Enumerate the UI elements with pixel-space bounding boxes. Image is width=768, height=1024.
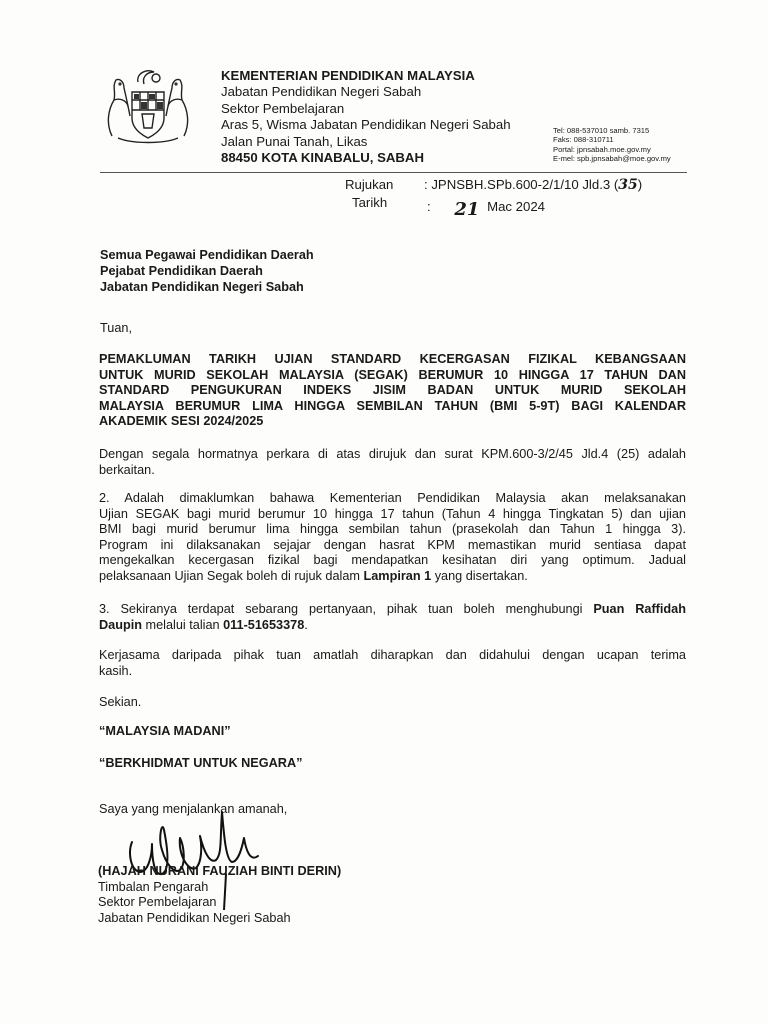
para3-line-1-text: 3. Sekiranya terdapat sebarang pertanyaan, pihak tuan boleh menghubungi [99,602,594,616]
tarikh-value: Mac 2024 [487,199,545,214]
recipient-line-2: Pejabat Pendidikan Daerah [100,264,263,278]
address-line-3: 88450 KOTA KINABALU, SABAH [221,150,424,166]
para2-line-1: 2. Adalah dimaklumkan bahawa Kementerian Pendidikan Malaysia akan melaksanakan [99,491,686,505]
motto-malaysia-madani: “MALAYSIA MADANI” [99,724,231,738]
para2-line-5: mengekalkan kecergasan fizikal bagi mendapatkan kesihatan diri yang optimum. Jadual [99,553,686,568]
para4-line-1: Kerjasama daripada pihak tuan amatlah diharapkan dan didahului dengan ucapan terima [99,648,686,662]
letterhead-divider [100,172,687,173]
signatory-title-2: Sektor Pembelajaran [98,895,217,910]
contact-details [553,126,671,163]
paragraph-4 [99,648,686,679]
lampiran-reference: Lampiran 1 [363,568,432,583]
coat-of-arms-logo [98,66,198,146]
closing: Sekian. [99,695,142,709]
para2-line-2: Ujian SEGAK bagi murid berumur 10 hingga 17 tahun (Tahun 4 hingga Tingkatan 5) dan ujian [99,506,686,521]
paragraph-3 [99,602,686,633]
contact-person-surname: Daupin [99,617,142,632]
tarikh-row [352,195,387,210]
para2-line-4: Program ini dilaksanakan sejajar dengan hasrat KPM memastikan murid sentiasa dapat [99,537,686,552]
reference-row [345,177,393,192]
tel-number: Tel: 088-537010 samb. 7315 [553,126,650,135]
email-address: E-mel: spb.jpnsabah@moe.gov.my [553,153,671,163]
para1-line-2: berkaitan. [99,462,155,477]
tarikh-value-row [427,195,545,220]
salutation: Tuan, [100,321,132,335]
contact-person-name: Puan Raffidah [593,602,686,616]
para2-line-6-end: yang disertakan. [431,568,528,583]
signatory-block [98,864,341,926]
tarikh-label: Tarikh [352,195,388,210]
para4-line-2: kasih. [99,663,133,678]
tarikh-colon: : [427,199,431,214]
ministry-name: KEMENTERIAN PENDIDIKAN MALAYSIA [221,68,475,83]
address-line-2: Jalan Punai Tanah, Likas [221,133,368,149]
subject-line-3: STANDARD PENGUKURAN INDEKS JISIM BADAN UNTUK MURID SEKOLAH [99,383,686,398]
paragraph-2 [99,491,686,585]
address-line-1: Aras 5, Wisma Jabatan Pendidikan Negeri Sabah [221,117,511,133]
para3-line-1 [99,602,686,618]
rujukan-value: : JPNSBH.SPb.600-2/1/10 Jld.3 ( [424,177,619,192]
rujukan-label: Rujukan [345,177,394,192]
rujukan-handwritten-number: 35 [618,177,638,193]
signatory-title-3: Jabatan Pendidikan Negeri Sabah [98,910,291,925]
motto-berkhidmat: “BERKHIDMAT UNTUK NEGARA” [99,756,303,770]
para2-line-6-text: pelaksanaan Ujian Segak boleh di rujuk dalam [99,568,364,583]
rujukan-close: ) [637,177,643,192]
sector-name: Sektor Pembelajaran [221,100,345,116]
rujukan-value-row [424,177,642,193]
department-name: Jabatan Pendidikan Negeri Sabah [221,84,422,100]
para3-line-2 [99,618,686,634]
para2-line-6 [99,569,686,585]
para3-line-2-text: melalui talian [142,617,224,632]
recipient-line-3: Jabatan Pendidikan Negeri Sabah [100,280,304,294]
para2-line-3: BMI bagi murid berumur lima hingga sembilan tahun (prasekolah dan Tahun 1 hingga 3). [99,522,686,537]
subject-line-5: AKADEMIK SESI 2024/2025 [99,414,264,429]
letter-subject [99,352,686,430]
subject-line-4: MALAYSIA BERUMUR LIMA HINGGA SEMBILAN TAHUN (BMI 5-9T) BAGI KALENDAR [99,398,686,413]
contact-phone-number: 011-51653378 [223,617,305,632]
fax-number: Faks: 088-310711 [553,135,614,145]
signatory-title-1: Timbalan Pengarah [98,879,209,894]
signatory-name: (HAJAH NURANI FAUZIAH BINTI DERIN) [98,864,342,878]
para1-line-1: Dengan segala hormatnya perkara di atas dirujuk dan surat KPM.600-3/2/45 Jld.4 (25) adalah [99,447,686,461]
recipient-line-1: Semua Pegawai Pendidikan Daerah [100,248,314,262]
portal-url: Portal: jpnsabah.moe.gov.my [553,144,651,154]
letterhead [221,68,511,166]
tarikh-handwritten-day: 21 [454,199,480,220]
para3-line-2-end: . [304,617,308,632]
paragraph-1 [99,447,686,478]
subject-line-1: PEMAKLUMAN TARIKH UJIAN STANDARD KECERGASAN FIZIKAL KEBANGSAAN [99,352,686,366]
trust-line: Saya yang menjalankan amanah, [99,802,288,816]
recipient-block [100,247,314,295]
subject-line-2: UNTUK MURID SEKOLAH MALAYSIA (SEGAK) BERUMUR 10 HINGGA 17 TAHUN DAN [99,367,686,382]
